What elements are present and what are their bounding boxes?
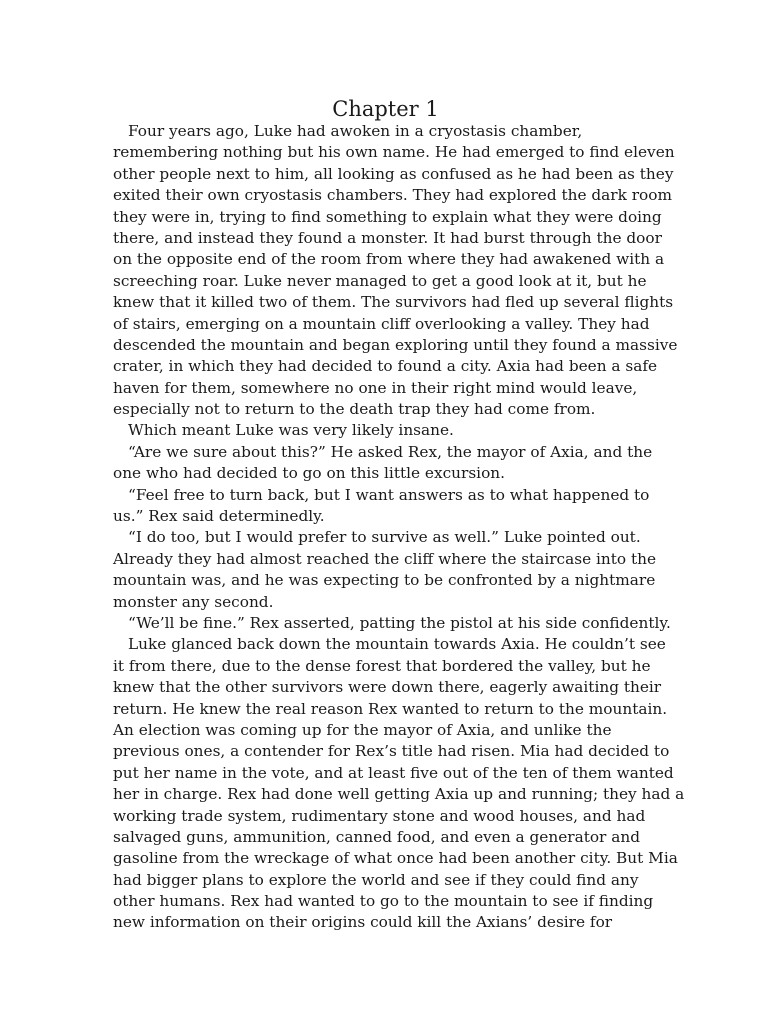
text-line: Which meant Luke was very likely insane.: [128, 421, 454, 440]
text-line: Already they had almost reached the cliff where the staircase into the: [113, 549, 657, 568]
text-line: gasoline from the wreckage of what once had been another city. But Mia: [113, 849, 678, 868]
text-line: on the opposite end of the room from where they had awakened with a: [113, 250, 665, 269]
document-page: [113, 95, 685, 934]
text-line: other people next to him, all looking as confused as he had been as they: [113, 164, 674, 183]
text-line: of stairs, emerging on a mountain cliff overlooking a valley. They had: [113, 314, 650, 333]
text-line: “Are we sure about this?” He asked Rex, the mayor of Axia, and the: [128, 442, 653, 461]
text-line: her in charge. Rex had done well getting Axia up and running; they had a: [113, 785, 685, 804]
text-line: “I do too, but I would prefer to survive as well.” Luke pointed out.: [128, 528, 641, 547]
text-line: Luke glanced back down the mountain towards Axia. He couldn’t see: [128, 635, 666, 654]
text-line: haven for them, somewhere no one in their right mind would leave,: [113, 378, 638, 397]
text-line: previous ones, a contender for Rex’s title had risen. Mia had decided to: [113, 742, 670, 761]
text-line: return. He knew the real reason Rex wanted to return to the mountain.: [113, 699, 668, 718]
text-line: there, and instead they found a monster. It had burst through the door: [113, 228, 662, 247]
text-line: knew that it killed two of them. The survivors had fled up several flights: [113, 293, 674, 312]
text-line: “We’ll be fine.” Rex asserted, patting the pistol at his side confidently.: [128, 613, 671, 632]
chapter-title: Chapter 1: [332, 97, 439, 121]
text-line: “Feel free to turn back, but I want answers as to what happened to: [128, 485, 650, 504]
text-line: especially not to return to the death trap they had come from.: [113, 400, 596, 419]
text-line: exited their own cryostasis chambers. They had explored the dark room: [113, 186, 672, 205]
body-text: [113, 121, 685, 934]
text-line: An election was coming up for the mayor of Axia, and unlike the: [113, 720, 612, 739]
text-line: one who had decided to go on this little excursion.: [113, 464, 505, 483]
text-line: put her name in the vote, and at least five out of the ten of them wanted: [113, 763, 674, 782]
text-line: Four years ago, Luke had awoken in a cryostasis chamber,: [128, 122, 583, 140]
text-line: new information on their origins could kill the Axians’ desire for: [113, 913, 613, 932]
text-line: descended the mountain and began exploring until they found a massive: [113, 335, 678, 354]
text-line: mountain was, and he was expecting to be confronted by a nightmare: [113, 571, 656, 590]
text-line: they were in, trying to find something to explain what they were doing: [113, 207, 662, 226]
text-line: knew that the other survivors were down there, eagerly awaiting their: [113, 678, 662, 697]
text-line: it from there, due to the dense forest that bordered the valley, but he: [113, 656, 651, 675]
text-line: us.” Rex said determinedly.: [113, 507, 325, 526]
text-line: other humans. Rex had wanted to go to the mountain to see if finding: [113, 892, 654, 911]
text-line: remembering nothing but his own name. He had emerged to find eleven: [113, 143, 675, 162]
text-line: had bigger plans to explore the world and see if they could find any: [113, 870, 639, 889]
text-line: screeching roar. Luke never managed to get a good look at it, but he: [113, 271, 647, 290]
text-line: crater, in which they had decided to found a city. Axia had been a safe: [113, 357, 658, 376]
text-line: working trade system, rudimentary stone and wood houses, and had: [113, 806, 646, 825]
text-line: salvaged guns, ammunition, canned food, and even a generator and: [113, 827, 640, 846]
text-line: monster any second.: [113, 592, 274, 611]
